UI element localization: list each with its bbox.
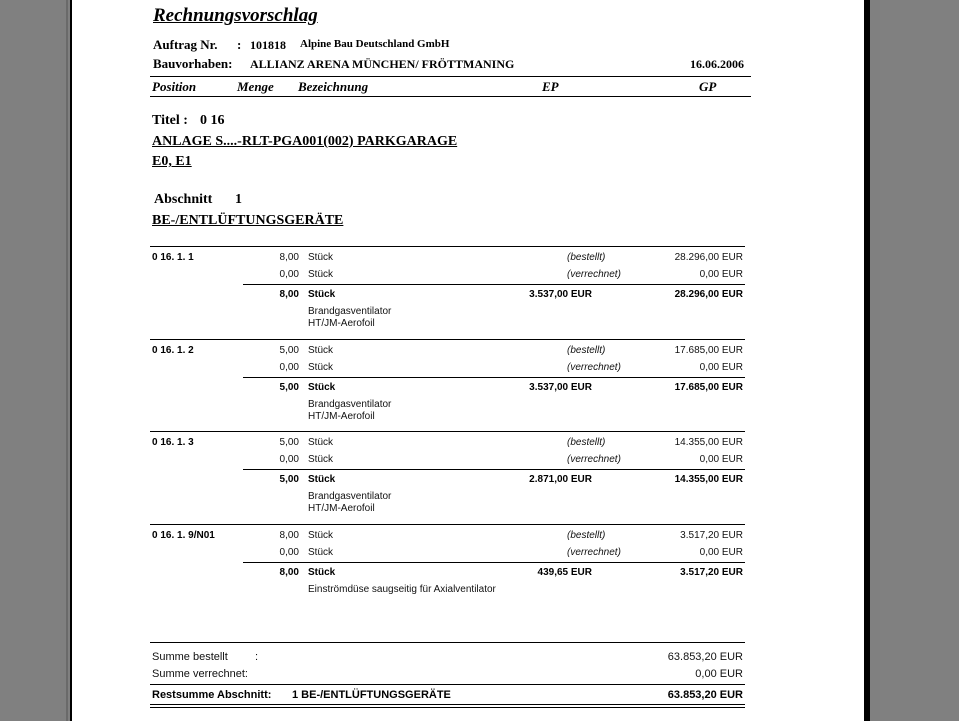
auftrag-company: Alpine Bau Deutschland GmbH [300,38,450,50]
titel-label: Titel : [152,113,188,128]
restsumme-value: 63.853,20 EUR [667,689,743,701]
abschnitt-name: BE-/ENTLÜFTUNGSGERÄTE [152,213,344,228]
restsumme-abschnitt: 1 BE-/ENTLÜFTUNGSGERÄTE [292,689,451,701]
position-rule-top [150,431,745,432]
position-number: 0 16. 1. 3 [152,437,194,448]
bestellt-betrag: 28.296,00 EUR [674,252,743,263]
verrechnet-betrag: 0,00 EUR [699,454,743,465]
verrechnet-label: (verrechnet) [567,454,621,465]
position-text-line1: Brandgasventilator [308,399,392,410]
position-gp: 14.355,00 EUR [674,474,743,485]
verrechnet-unit: Stück [308,269,334,280]
position-text-line2: HT/JM-Aerofoil [308,318,375,329]
bestellt-unit: Stück [308,345,334,356]
position-number: 0 16. 1. 1 [152,252,194,263]
header-rule-bottom [150,96,751,97]
bestellt-menge: 8,00 [279,252,299,263]
summe-bestellt-label: Summe bestellt [152,651,228,663]
abschnitt-label: Abschnitt [154,192,213,207]
bestellt-unit: Stück [308,252,334,263]
bestellt-betrag: 3.517,20 EUR [680,530,743,541]
summe-verrechnet-label: Summe verrechnet: [152,668,248,680]
auftrag-number: 101818 [250,38,286,52]
position-ep: 439,65 EUR [537,567,592,578]
verrechnet-label: (verrechnet) [567,362,621,373]
bauvorhaben-label: Bauvorhaben: [153,56,233,71]
verrechnet-unit: Stück [308,547,334,558]
position-number: 0 16. 1. 2 [152,345,194,356]
position-unit: Stück [308,567,336,578]
position-rule-top [150,339,745,340]
verrechnet-menge: 0,00 [279,454,299,465]
restsumme-label: Restsumme Abschnitt: [152,689,272,701]
position-unit: Stück [308,382,336,393]
bestellt-label: (bestellt) [567,530,606,541]
document-date: 16.06.2006 [690,57,744,71]
position-rule-top [150,246,745,247]
titel-number: 0 16 [200,113,225,128]
abschnitt-number: 1 [235,192,242,207]
titel-name-line1: ANLAGE S....-RLT-PGA001(002) PARKGARAGE [152,134,458,149]
position-text-line2: HT/JM-Aerofoil [308,503,375,514]
bestellt-label: (bestellt) [567,252,606,263]
summary-rule-top [150,642,745,643]
auftrag-label: Auftrag Nr. [153,37,218,52]
bestellt-betrag: 17.685,00 EUR [674,345,743,356]
bauvorhaben-value: ALLIANZ ARENA MÜNCHEN/ FRÖTTMANING [250,57,515,71]
bestellt-label: (bestellt) [567,345,606,356]
column-header-menge: Menge [237,79,274,94]
titel-name-line2: E0, E1 [152,154,192,169]
position-subtotal-rule [243,284,745,285]
auftrag-separator: : [237,37,242,52]
verrechnet-unit: Stück [308,454,334,465]
verrechnet-unit: Stück [308,362,334,373]
position-ep: 2.871,00 EUR [529,474,592,485]
bestellt-label: (bestellt) [567,437,606,448]
bestellt-betrag: 14.355,00 EUR [674,437,743,448]
position-subtotal-rule [243,469,745,470]
bestellt-unit: Stück [308,530,334,541]
position-subtotal-rule [243,562,745,563]
verrechnet-menge: 0,00 [279,362,299,373]
position-menge: 8,00 [279,289,299,300]
summe-bestellt-separator: : [255,651,259,663]
document-page [72,0,864,721]
position-text-line1: Brandgasventilator [308,491,392,502]
position-ep: 3.537,00 EUR [529,289,592,300]
position-ep: 3.537,00 EUR [529,382,592,393]
header-rule-top [150,76,751,77]
verrechnet-betrag: 0,00 EUR [699,547,743,558]
document-title: Rechnungsvorschlag [153,5,318,26]
verrechnet-label: (verrechnet) [567,269,621,280]
verrechnet-label: (verrechnet) [567,547,621,558]
column-header-bezeichnung: Bezeichnung [298,79,369,94]
position-gp: 17.685,00 EUR [674,382,743,393]
column-header-position: Position [152,79,197,94]
verrechnet-betrag: 0,00 EUR [699,362,743,373]
summe-bestellt-value: 63.853,20 EUR [667,651,743,663]
position-text-line1: Einströmdüse saugseitig für Axialventilator [308,584,496,595]
summary-rule-bottom-1 [150,704,745,705]
bestellt-menge: 5,00 [279,437,299,448]
column-header-gp: GP [699,79,717,94]
viewer-background-edge [66,0,68,721]
bestellt-menge: 5,00 [279,345,299,356]
bestellt-unit: Stück [308,437,334,448]
bestellt-menge: 8,00 [279,530,299,541]
verrechnet-betrag: 0,00 EUR [699,269,743,280]
position-number: 0 16. 1. 9/N01 [152,530,215,541]
position-menge: 5,00 [279,474,299,485]
position-text-line2: HT/JM-Aerofoil [308,411,375,422]
summe-verrechnet-value: 0,00 EUR [695,668,743,680]
page-shadow [864,0,870,721]
summary-rule-middle [150,684,745,685]
position-gp: 3.517,20 EUR [680,567,743,578]
position-rule-top [150,524,745,525]
column-header-ep: EP [542,79,559,94]
position-menge: 5,00 [279,382,299,393]
verrechnet-menge: 0,00 [279,269,299,280]
position-menge: 8,00 [279,567,299,578]
position-gp: 28.296,00 EUR [674,289,743,300]
position-unit: Stück [308,474,336,485]
summary-rule-bottom-2 [150,707,745,708]
verrechnet-menge: 0,00 [279,547,299,558]
position-subtotal-rule [243,377,745,378]
position-text-line1: Brandgasventilator [308,306,392,317]
position-unit: Stück [308,289,336,300]
